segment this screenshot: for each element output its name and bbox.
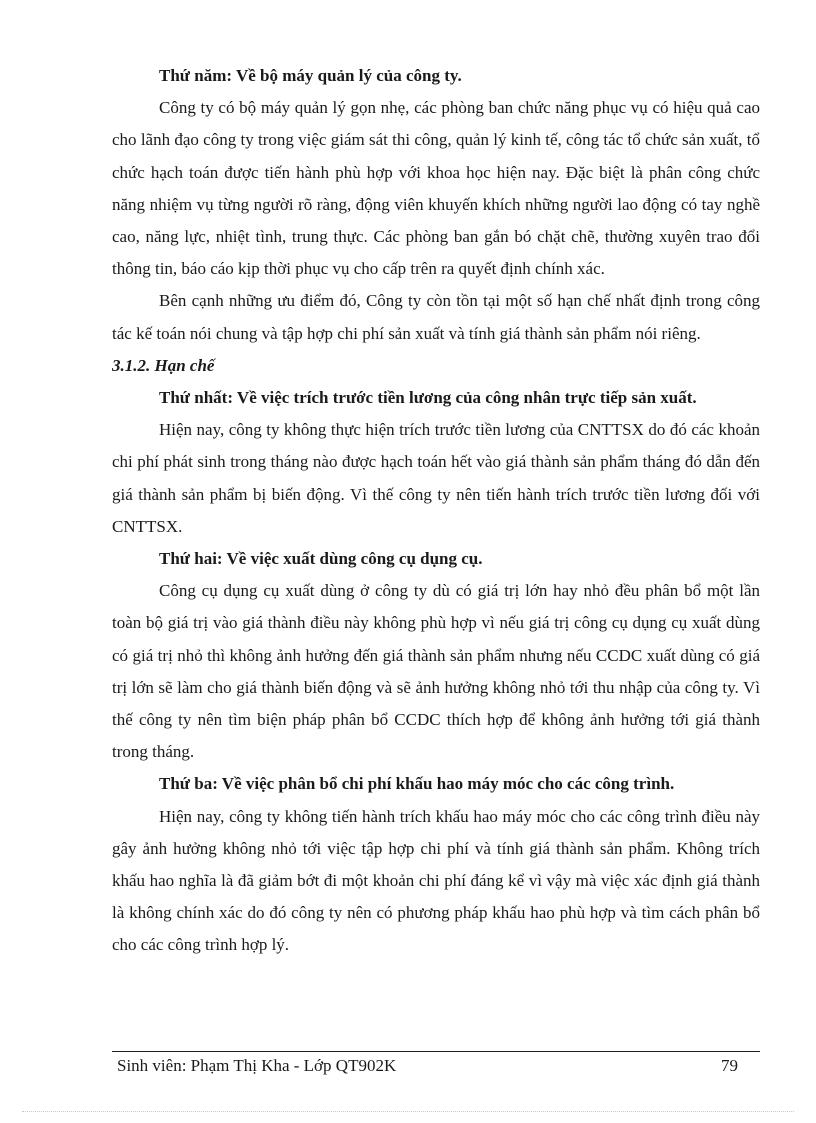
heading-thu-ba: Thứ ba: Về việc phân bổ chi phí khấu hao máy móc cho các công trình. [159, 774, 675, 794]
heading-thu-hai: Thứ hai: Về việc xuất dùng công cụ dụng cụ. [159, 549, 483, 569]
heading-thu-nhat: Thứ nhất: Về việc trích trước tiền lương của công nhân trực tiếp sản xuất. [159, 388, 697, 408]
page-number: 79 [721, 1056, 738, 1075]
section-heading-han-che: 3.1.2. Hạn chế [112, 355, 215, 375]
paragraph-khau-hao: Hiện nay, công ty không tiến hành trích khấu hao máy móc cho các công trình điều này gây ảnh hưởng không nhỏ tới việc tập hợp chi phí và tính giá thành sản phẩm. Không trích khấu hao nghĩa là đã giảm bớt đi một khoản chi phí đáng kể vì vậy mà việc xác định giá thành là không chính xác do đó công ty nên có phương pháp khấu hao phù hợp và tìm cách phân bổ cho các công trình hợp lý. [112, 806, 760, 955]
page-footer [112, 1051, 760, 1077]
paragraph-bo-may-quan-ly: Công ty có bộ máy quản lý gọn nhẹ, các phòng ban chức năng phục vụ có hiệu quả cao cho lãnh đạo công ty trong việc giám sát thi công, quản lý kinh tế, công tác tổ chức sản xuất, tổ chức hạch toán được tiến hành phù hợp với khoa học hiện nay. Đặc biệt là phân công chức năng nhiệm vụ từng người rõ ràng, động viên khuyến khích những người lao động có tay nghề cao, năng lực, nhiệt tình, trung thực. Các phòng ban gắn bó chặt chẽ, thường xuyên trao đổi thông tin, báo cáo kịp thời phục vụ cho cấp trên ra quyết định chính xác. [112, 98, 760, 279]
page-body [112, 60, 760, 962]
page-edge-divider [22, 1111, 794, 1112]
paragraph-ben-canh: Bên cạnh những ưu điểm đó, Công ty còn tồn tại một số hạn chế nhất định trong công tác kế toán nói chung và tập hợp chi phí sản xuất và tính giá thành sản phẩm nói riêng. [112, 291, 760, 343]
paragraph-cong-cu-dung-cu: Công cụ dụng cụ xuất dùng ở công ty dù có giá trị lớn hay nhỏ đều phân bổ một lần toàn bộ giá trị vào giá thành điều này không phù hợp vì nếu giá trị công cụ dụng cụ xuất dùng có giá trị nhỏ thì không ảnh hưởng đến giá thành sản phẩm nhưng nếu CCDC xuất dùng có giá trị lớn sẽ làm cho giá thành biến động và sẽ ảnh hưởng không nhỏ tới thu nhập của công ty. Vì thế công ty nên tìm biện pháp phân bổ CCDC thích hợp để không ảnh hưởng tới giá thành trong tháng. [112, 581, 760, 762]
paragraph-tien-luong: Hiện nay, công ty không thực hiện trích trước tiền lương của CNTTSX do đó các khoản chi phí phát sinh trong tháng nào được hạch toán hết vào giá thành sản phẩm tháng đó dẫn đến giá thành sản phẩm bị biến động. Vì thế công ty nên tiến hành trích trước tiền lương đối với CNTTSX. [112, 420, 760, 536]
heading-thu-nam: Thứ năm: Về bộ máy quản lý của công ty. [159, 66, 462, 85]
footer-student-info: Sinh viên: Phạm Thị Kha - Lớp QT902K [117, 1056, 397, 1075]
